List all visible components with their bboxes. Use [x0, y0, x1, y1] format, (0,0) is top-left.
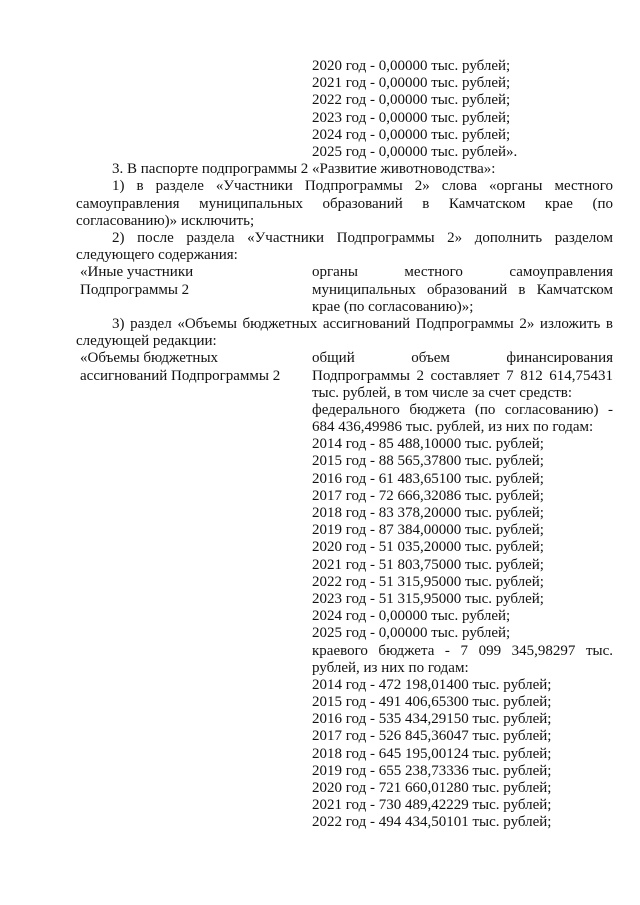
other-participants-value	[312, 264, 613, 316]
federal-year-line: 2019 год - 87 384,00000 тыс. рублей;	[312, 522, 544, 539]
budget-label	[76, 350, 312, 831]
item-3-3-paragraph: 3) раздел «Объемы бюджетных ассигнований Подпрограммы 2» изложить в следующей редакции:	[76, 315, 613, 350]
year-line: 2022 год - 0,00000 тыс. рублей;	[312, 92, 511, 109]
regional-year-line: 2019 год - 655 238,73336 тыс. рублей;	[312, 762, 552, 779]
federal-year-line: 2022 год - 51 315,95000 тыс. рублей;	[312, 573, 544, 590]
federal-year-line: 2014 год - 85 488,10000 тыс. рублей;	[312, 436, 544, 453]
item-3-heading: 3. В паспорте подпрограммы 2 «Развитие животноводства»:	[112, 161, 496, 178]
value-line: органы местного самоуправления	[312, 264, 613, 281]
year-line: 2025 год - 0,00000 тыс. рублей».	[312, 143, 518, 160]
item-3-1-paragraph: 1) в разделе «Участники Подпрограммы 2» слова «органы местного самоуправления муниципальных образований в Камчатском крае (по согласованию)» исключить;	[76, 178, 613, 229]
federal-year-line: 2024 год - 0,00000 тыс. рублей;	[312, 608, 511, 625]
year-line: 2023 год - 0,00000 тыс. рублей;	[312, 109, 511, 126]
value-line: тыс. рублей, в том числе за счет средств:	[312, 384, 573, 401]
top-year-list	[312, 58, 613, 161]
budget-row	[76, 350, 613, 831]
federal-year-line: 2017 год - 72 666,32086 тыс. рублей;	[312, 487, 544, 504]
regional-year-line: 2018 год - 645 195,00124 тыс. рублей;	[312, 745, 552, 762]
value-line: муниципальных образований в Камчатском	[312, 281, 613, 298]
regional-year-line: 2014 год - 472 198,01400 тыс. рублей;	[312, 676, 552, 693]
regional-year-line: 2016 год - 535 434,29150 тыс. рублей;	[312, 711, 552, 728]
federal-year-line: 2015 год - 88 565,37800 тыс. рублей;	[312, 453, 544, 470]
federal-year-line: 2018 год - 83 378,20000 тыс. рублей;	[312, 505, 544, 521]
value-line: Подпрограммы 2 составляет 7 812 614,75431	[312, 367, 613, 384]
other-participants-row	[76, 264, 613, 316]
regional-year-line: 2021 год - 730 489,42229 тыс. рублей;	[312, 797, 552, 814]
federal-year-line: 2023 год - 51 315,95000 тыс. рублей;	[312, 590, 544, 607]
item-3-2-paragraph: 2) после раздела «Участники Подпрограммы 2» дополнить разделом следующего содержания:	[76, 229, 613, 264]
regional-year-line: 2022 год - 494 434,50101 тыс. рублей;	[312, 814, 552, 831]
label-line: ассигнований Подпрограммы 2	[80, 367, 281, 384]
value-line: общий объем финансирования	[312, 350, 613, 367]
document-body	[76, 58, 613, 832]
year-line: 2024 год - 0,00000 тыс. рублей;	[312, 126, 511, 143]
label-line: «Объемы бюджетных	[80, 350, 219, 367]
regional-budget-line: рублей, из них по годам:	[312, 659, 469, 676]
federal-budget-line: 684 436,49986 тыс. рублей, из них по годам:	[312, 419, 594, 436]
label-line: «Иные участники	[80, 264, 194, 281]
budget-value	[312, 350, 613, 831]
regional-year-line: 2017 год - 526 845,36047 тыс. рублей;	[312, 728, 552, 745]
federal-year-line: 2025 год - 0,00000 тыс. рублей;	[312, 625, 511, 642]
regional-year-line: 2020 год - 721 660,01280 тыс. рублей;	[312, 780, 552, 796]
regional-year-line: 2015 год - 491 406,65300 тыс. рублей;	[312, 694, 552, 711]
label-line: Подпрограммы 2	[80, 281, 190, 298]
federal-year-line: 2016 год - 61 483,65100 тыс. рублей;	[312, 470, 544, 487]
federal-year-line: 2020 год - 51 035,20000 тыс. рублей;	[312, 539, 544, 556]
other-participants-label	[76, 264, 312, 316]
federal-budget-line: федерального бюджета (по согласованию) -	[312, 401, 613, 418]
value-line: крае (по согласованию)»;	[312, 298, 474, 315]
year-line: 2021 год - 0,00000 тыс. рублей;	[312, 75, 511, 92]
regional-budget-line: краевого бюджета - 7 099 345,98297 тыс.	[312, 642, 613, 659]
year-line: 2020 год - 0,00000 тыс. рублей;	[312, 58, 511, 74]
federal-year-line: 2021 год - 51 803,75000 тыс. рублей;	[312, 556, 544, 573]
